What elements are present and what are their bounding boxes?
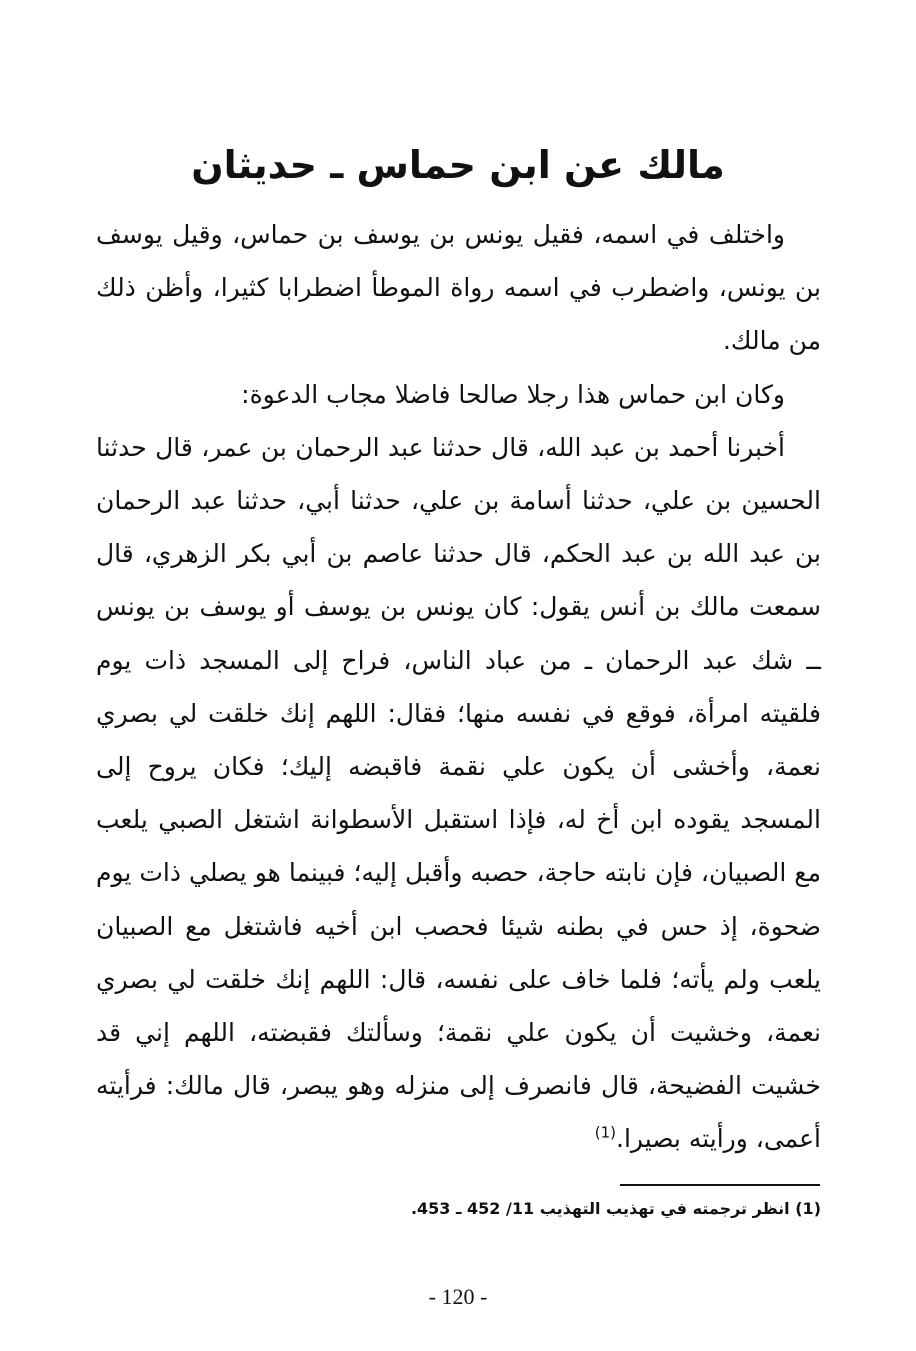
footnote-reference: (1) (594, 1124, 617, 1143)
paragraph-description: وكان ابن حماس هذا رجلا صالحا فاضلا مجاب الدعوة: (241, 379, 785, 409)
chapter-title: مالك عن ابن حماس ـ حديثان (191, 143, 725, 187)
footnote-divider (620, 1184, 820, 1186)
page-number: - 120 - (428, 1284, 488, 1309)
narration-text: أخبرنا أحمد بن عبد الله، قال حدثنا عبد الرحمان بن عمر، قال حدثنا الحسين بن علي، حدثنا أسامة بن علي، حدثنا أبي، حدثنا عبد الرحمان بن عبد الله بن عبد الحكم، قال حدثنا عاصم بن أبي بكر الزهري، قال سمعت مالك بن أنس يقول: كان يونس بن يوسف أو يوسف بن يونس ــ شك عبد الرحمان ـ من عباد الناس، فراح إلى المسجد ذات يوم فلقيته امرأة، فوقع في نفسه منها؛ فقال: اللهم إنك خلقت لي بصري نعمة، وأخشى أن يكون علي نقمة فاقبضه إليك؛ فكان يروح إلى المسجد يقوده ابن أخ له، فإذا استقبل الأسطوانة اشتغل الصبي يلعب مع الصبيان، فإن نابته حاجة، حصبه وأقبل إليه؛ فبينما هو يصلي ذات يوم ضحوة، إذ حس في بطنه شيئا فحصب ابن أخيه فاشتغل مع الصبيان يلعب ولم يأته؛ فلما خاف على نفسه، قال: اللهم إنك خلقت لي بصري نعمة، وخشيت أن يكون علي نقمة؛ وسألتك فقبضته، اللهم إني قد خشيت الفضيحة، قال فانصرف إلى منزله وهو يبصر، قال مالك: فرأيته أعمى، ورأيته بصيرا. (96, 432, 821, 1154)
footnote: (1) انظر ترجمته في تهذيب التهذيب 11/ 452 ـ 453. (410, 1199, 821, 1218)
paragraph-name-dispute: واختلف في اسمه، فقيل يونس بن يوسف بن حماس، وقيل يوسف بن يونس، واضطرب في اسمه رواة الموطأ اضطرابا كثيرا، وأظن ذلك من مالك. (96, 220, 821, 356)
paragraph-narration (96, 421, 821, 1166)
main-text (96, 208, 821, 1166)
